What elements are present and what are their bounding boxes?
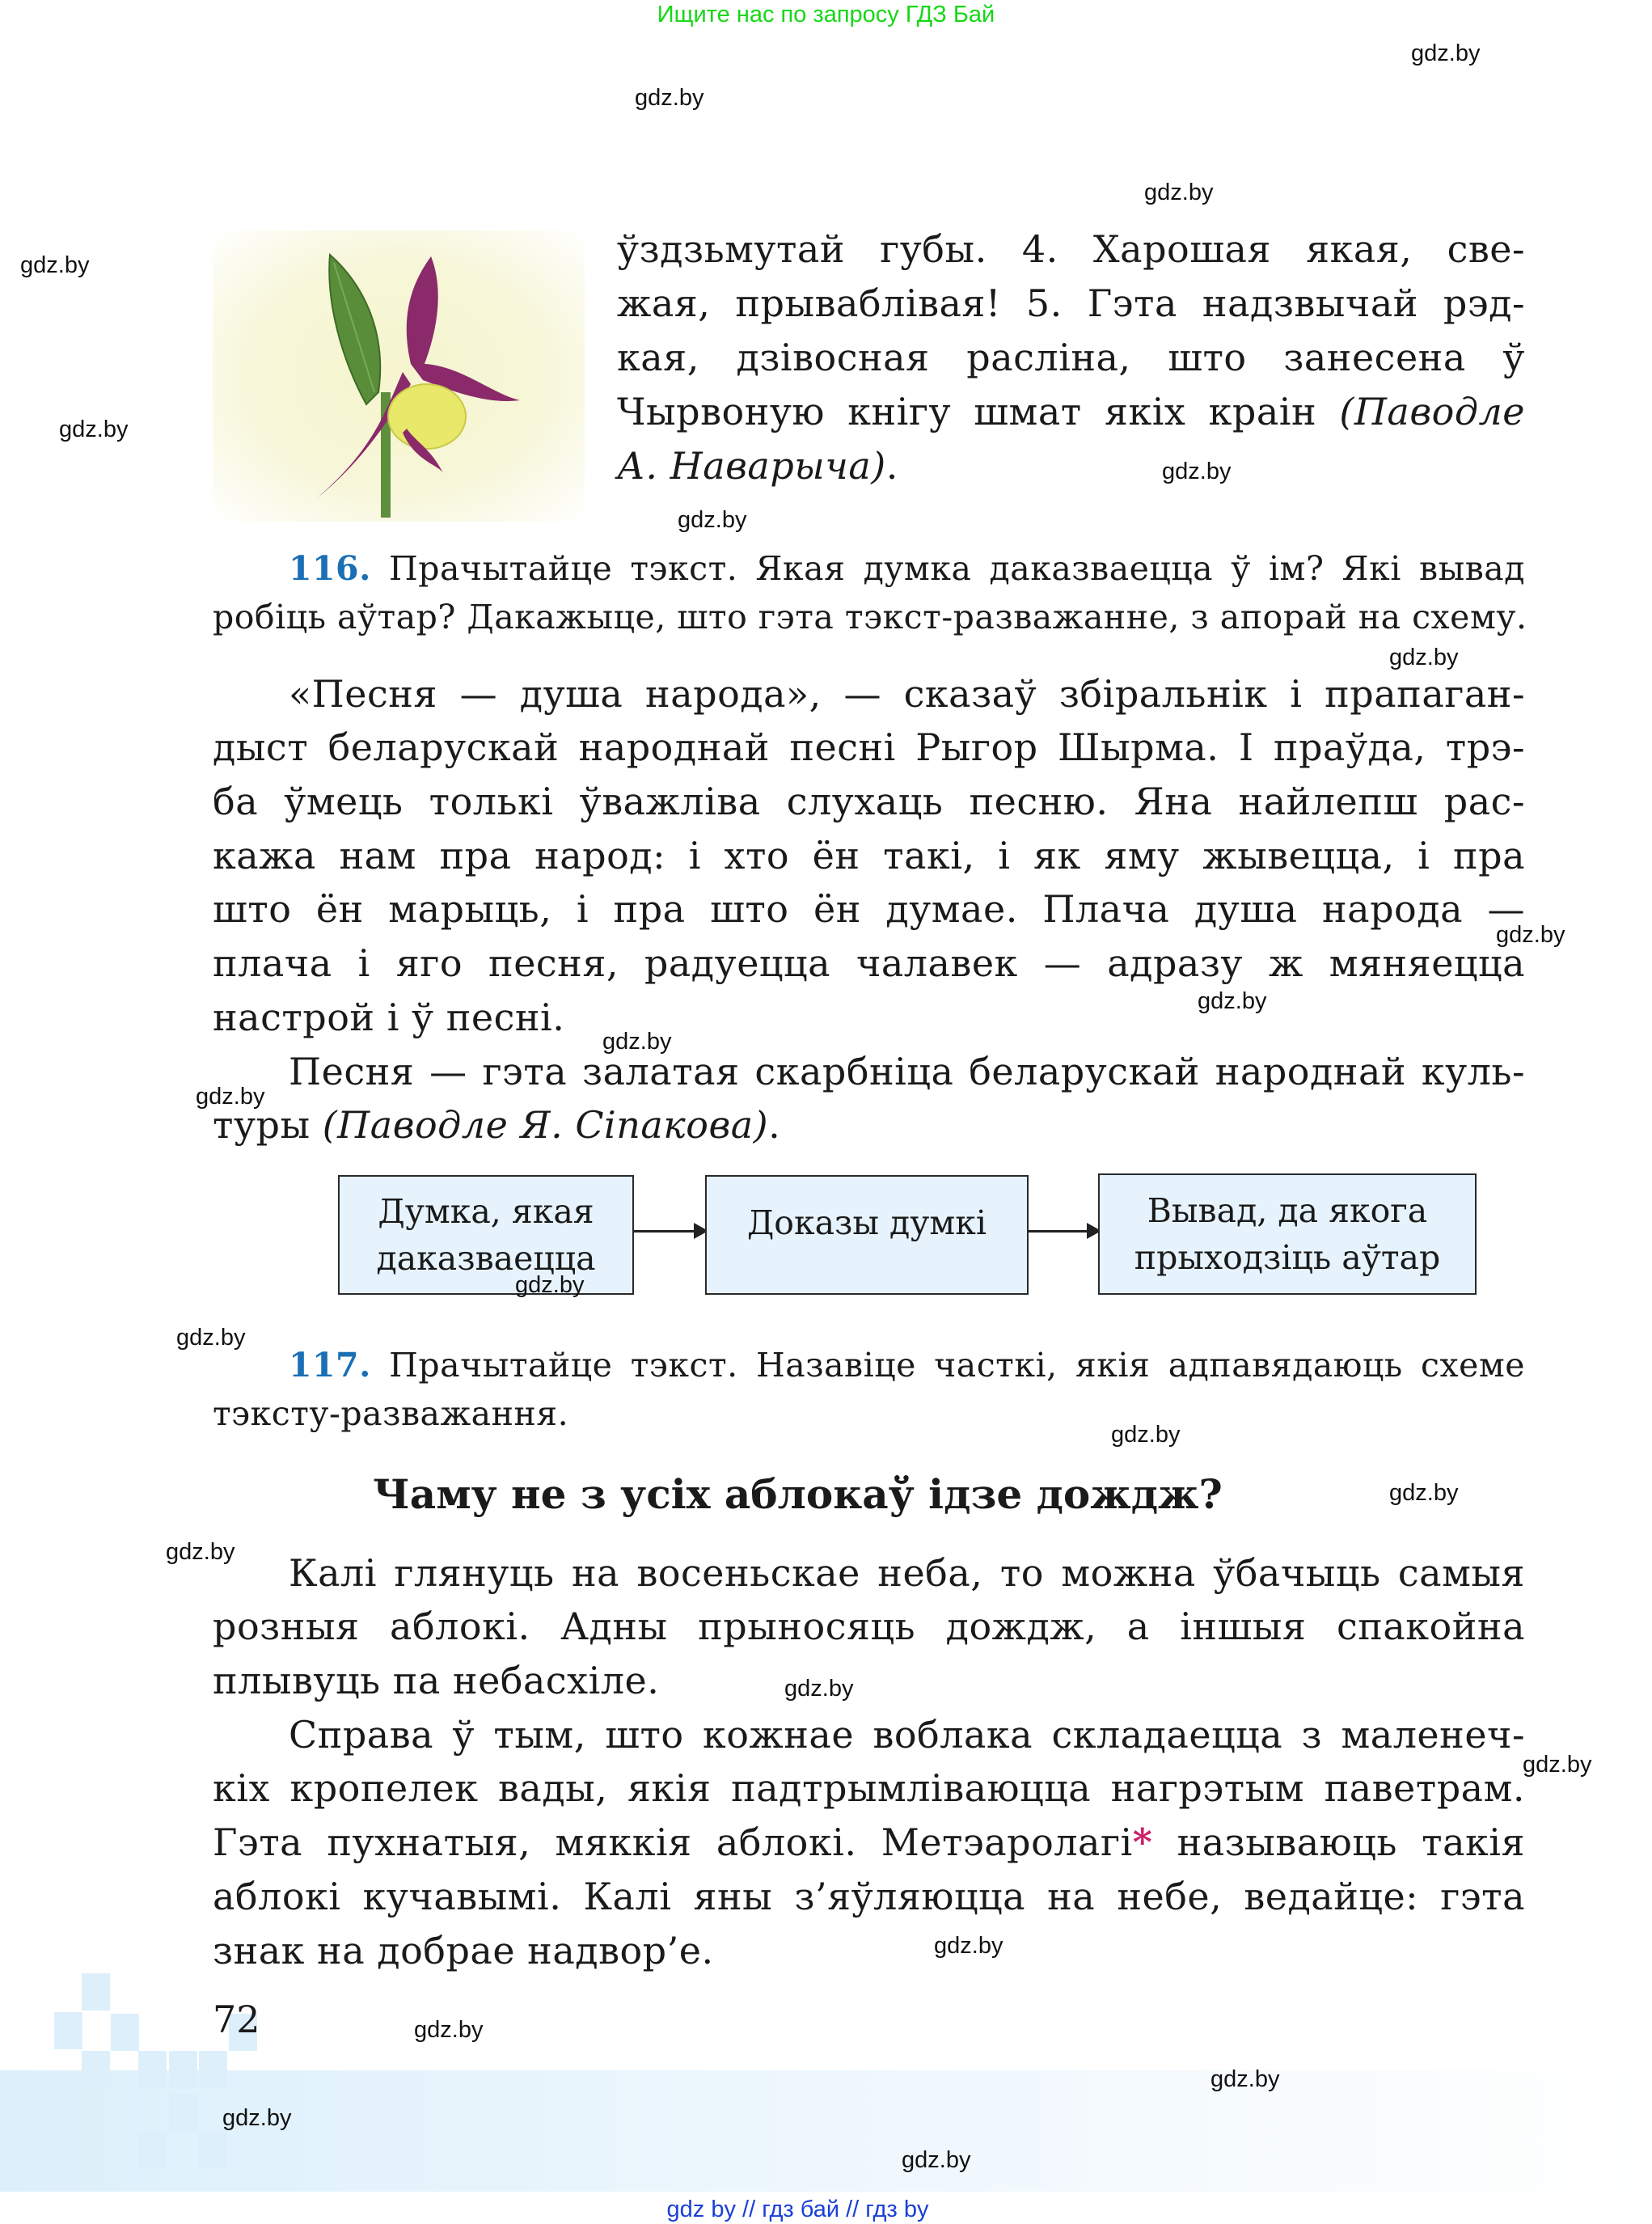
paragraph-line: дыст беларускай народнай песні Рыгор Шырма. І праўда, трэ- xyxy=(213,725,1525,769)
paragraph-line: аблокі кучавымі. Калі яны з’яўляюцца на небе, ведайце: гэта xyxy=(213,1875,1525,1918)
watermark: gdz.by xyxy=(1496,922,1565,948)
paragraph-line: плывуць па небасхіле. xyxy=(213,1659,660,1702)
box-text: прыходзіць аўтар xyxy=(1134,1238,1441,1277)
watermark: gdz.by xyxy=(934,1933,1003,1959)
paragraph-line: што ён марыць, і пра што ён думае. Плача душа народа — xyxy=(213,887,1525,931)
watermark: gdz.by xyxy=(196,1084,265,1110)
paragraph-line: кажа нам пра народ: і хто ён такі, і як яму жывецца, і пра xyxy=(213,834,1525,877)
paragraph-line xyxy=(213,1098,1525,1152)
page-number: 72 xyxy=(213,1998,260,2041)
watermark: gdz.by xyxy=(414,2017,484,2043)
footer-links-text[interactable]: gdz by // гдз бай // гдз by xyxy=(666,2197,929,2222)
watermark: gdz.by xyxy=(1411,40,1481,66)
box-text: даказваецца xyxy=(376,1239,596,1278)
decor-square xyxy=(138,2131,167,2168)
paragraph-text: туры xyxy=(213,1103,323,1147)
scheme-box-thesis xyxy=(338,1175,634,1295)
intro-line4-text: Чырвоную кнігу шмат якіх краін xyxy=(617,390,1340,433)
decor-square xyxy=(82,1973,110,2010)
intro-line: кая, дзівосная расліна, што занесена ў xyxy=(617,336,1525,379)
task-117-line2: тэксту-разважання. xyxy=(213,1394,569,1433)
task-number: 117. xyxy=(289,1346,371,1385)
scheme-box-evidence xyxy=(705,1175,1029,1295)
task-text: Прачытайце тэкст. Якая думка даказваецца ў ім? Які вывад xyxy=(370,549,1525,588)
decor-square xyxy=(199,2051,227,2088)
decor-square xyxy=(82,2051,110,2088)
heading-text: Чаму не з усіх аблокаў ідзе дождж? xyxy=(373,1470,1223,1518)
punctuation: . xyxy=(885,444,898,488)
watermark: gdz.by xyxy=(602,1029,672,1055)
watermark: gdz.by xyxy=(1144,180,1214,205)
source-author: А. Наварыча) xyxy=(617,444,886,488)
decor-square xyxy=(54,2012,82,2049)
scheme-box-conclusion xyxy=(1098,1173,1477,1295)
watermark: gdz.by xyxy=(222,2105,292,2131)
intro-line: ўздзьмутай губы. 4. Харошая якая, све- xyxy=(617,227,1525,271)
paragraph-line: ба ўмець толькі ўважліва слухаць песню. Яна найлепш рас- xyxy=(213,780,1525,823)
box-text: Думка, якая xyxy=(378,1192,594,1231)
task-117-line1 xyxy=(289,1338,1525,1393)
arrow-right-icon xyxy=(634,1230,705,1233)
search-banner: Ищите нас по запросу ГДЗ Бай xyxy=(657,2,995,27)
paragraph-line: Калі глянуць на восеньскае неба, то можна ўбачыць самыя xyxy=(289,1551,1525,1595)
watermark: gdz.by xyxy=(1389,1480,1459,1506)
watermark: gdz.by xyxy=(784,1676,854,1702)
paragraph-line: кіх кропелек вады, якія падтрымліваюцца нагрэтым паветрам. xyxy=(213,1766,1525,1810)
watermark: gdz.by xyxy=(1198,988,1267,1014)
punctuation: . xyxy=(768,1103,781,1147)
decor-square xyxy=(138,2051,167,2088)
watermark: gdz.by xyxy=(1210,2066,1280,2092)
footnote-asterisk-icon: * xyxy=(1132,1820,1153,1864)
watermark: gdz.by xyxy=(166,1539,235,1565)
source-citation: (Паводле Я. Сіпакова) xyxy=(322,1103,769,1147)
source-citation: (Паводле xyxy=(1339,390,1525,433)
paragraph-line: настрой і ў песні. xyxy=(213,996,565,1039)
paragraph-line xyxy=(213,1816,1525,1870)
intro-line: жая, прываблівая! 5. Гэта надзвычай рэд- xyxy=(617,281,1525,325)
watermark: gdz.by xyxy=(902,2147,971,2173)
decor-square xyxy=(111,2014,139,2051)
box-text: Доказы думкі xyxy=(746,1203,987,1242)
paragraph-line: знак на добрае надвор’е. xyxy=(213,1929,714,1972)
intro-line xyxy=(617,385,1525,439)
paragraph-line: Справа ў тым, што кожнае воблака складаецца з маленеч- xyxy=(289,1713,1525,1757)
paragraph-line: Песня — гэта залатая скарбніца беларускай народнай куль- xyxy=(289,1050,1525,1093)
orchid-icon xyxy=(213,230,585,522)
watermark: gdz.by xyxy=(1111,1422,1181,1448)
watermark: gdz.by xyxy=(1162,459,1232,484)
decor-square xyxy=(169,2094,197,2131)
watermark: gdz.by xyxy=(635,85,704,111)
task-number: 116. xyxy=(289,549,371,588)
arrow-right-icon xyxy=(1029,1230,1098,1233)
paragraph-text: Гэта пухнатыя, мяккія аблокі. Метэаролагі xyxy=(213,1820,1133,1864)
paragraph-line: «Песня — душа народа», — сказаў збіральнік і прапаган- xyxy=(289,672,1525,716)
task-116-line1 xyxy=(289,542,1525,596)
task-116-line2: робіць аўтар? Дакажыце, што гэта тэкст-разважанне, з апорай на схему. xyxy=(213,598,1527,636)
watermark: gdz.by xyxy=(1523,1752,1592,1778)
paragraph-text: называюць такія xyxy=(1152,1820,1525,1864)
decor-square xyxy=(169,2051,197,2088)
task-text: Прачытайце тэкст. Назавіце часткі, якія адпавядаюць схеме xyxy=(370,1346,1525,1385)
paragraph-line: плача і яго песня, радуецца чалавек — адразу ж мяняецца xyxy=(213,941,1525,985)
footer-links[interactable] xyxy=(0,2197,1652,2223)
paragraph-line: розныя аблокі. Адны прыносяць дождж, а іншыя спакойна xyxy=(213,1605,1525,1648)
watermark: gdz.by xyxy=(515,1272,585,1298)
orchid-illustration xyxy=(213,230,585,522)
watermark: gdz.by xyxy=(1389,645,1459,670)
intro-line xyxy=(617,439,1525,493)
watermark: gdz.by xyxy=(59,416,129,442)
box-text: Вывад, да якога xyxy=(1147,1191,1428,1230)
watermark: gdz.by xyxy=(20,252,90,278)
watermark: gdz.by xyxy=(678,507,747,533)
watermark: gdz.by xyxy=(176,1325,246,1351)
decor-square xyxy=(199,2131,227,2168)
